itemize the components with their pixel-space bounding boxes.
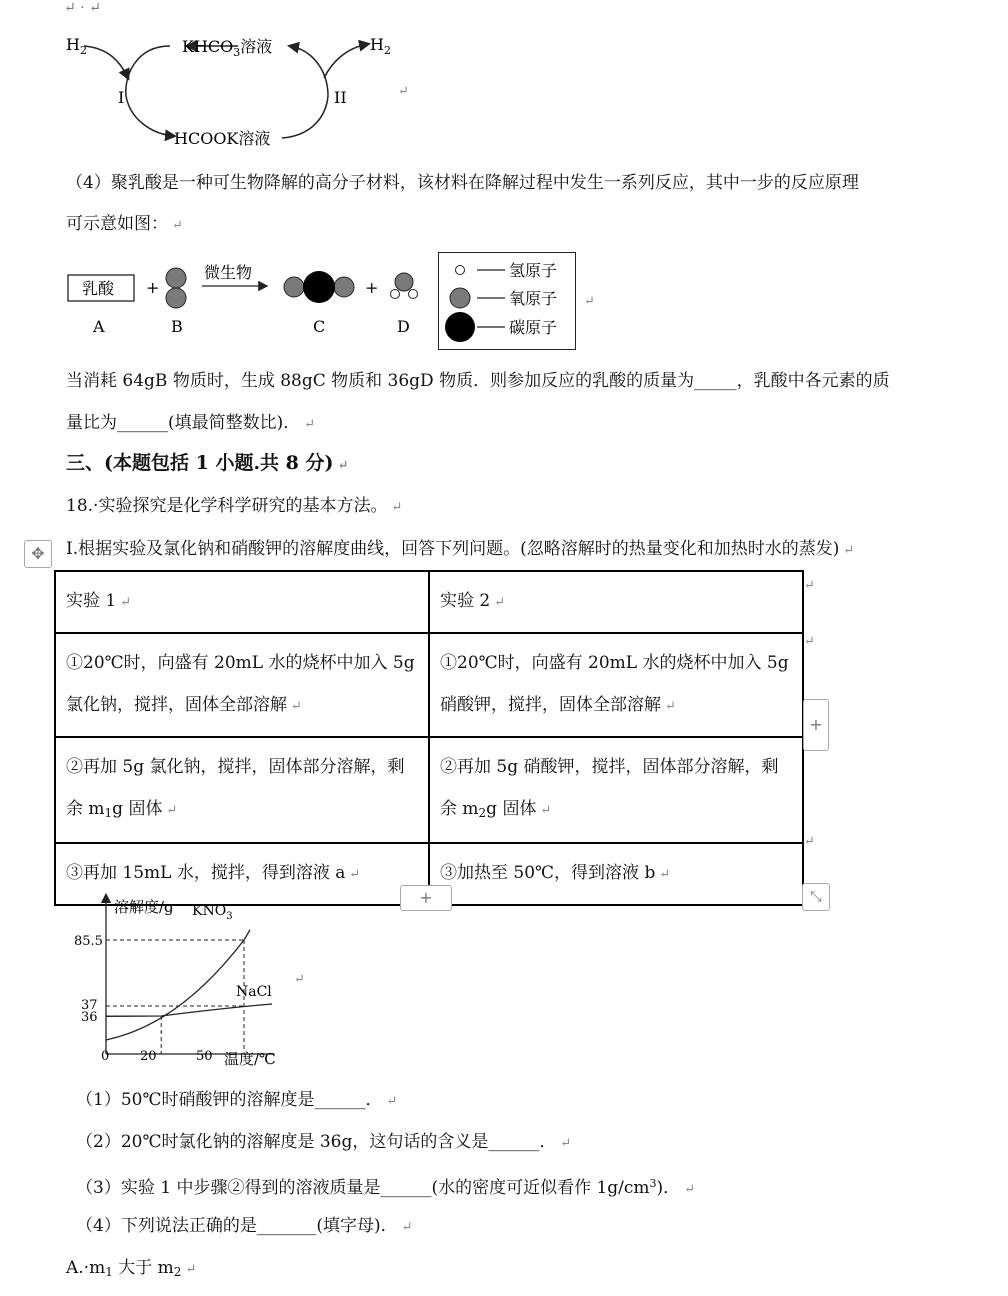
step-ii-label: II [334,88,347,107]
add-column-button[interactable]: + [803,699,829,751]
series-label-nacl: NaCl [236,984,272,1000]
experiment-table [54,570,804,906]
label-d: D [397,317,410,336]
label-a: A [93,317,105,336]
row-end-mark: ↵ [804,578,815,593]
add-row-button[interactable]: + [400,885,452,911]
legend-oxygen: 氧原子 [509,289,558,308]
step-i-label: I [118,88,125,107]
paragraph-mark: ↵ [398,84,409,99]
question-3: （3）实验 1 中步骤②得到的溶液质量是______(水的密度可近似看作 $1g/cm^3$)． ↵ [76,1177,696,1198]
label-b: B [171,317,183,336]
kno3-curve [106,930,250,1040]
table-cell[interactable]: ①20℃时，向盛有 20mL 水的烧杯中加入 5g 氯化钠，搅拌，固体全部溶解 ↵ [55,633,429,737]
y-axis-label: 溶解度/g [114,898,174,916]
table-move-handle[interactable]: ✥ [24,540,52,568]
h2-left-label: $H_2$ [66,35,87,57]
section-heading: 三、(本题包括 1 小题.共 8 分) ↵ [66,452,349,474]
plus-sign: + [365,278,379,297]
x-tick-label: 20 [140,1049,157,1064]
paragraph-mark: ↵ [584,294,595,309]
table-row [55,737,803,843]
table-row [55,633,803,737]
atom-legend [438,252,576,350]
paragraph-mark: ↵ [294,972,305,987]
table-cell[interactable]: 实验 1 ↵ [55,571,429,633]
solubility-chart [66,892,306,1074]
q4-text-line4: 量比为______(填最简整数比)． ↵ [66,413,316,433]
part-i-instructions: I.根据实验及氯化钠和硝酸钾的溶解度曲线，回答下列问题。(忽略溶解时的热量变化和加热时水的蒸发) ↵ [66,539,855,559]
question-2: （2）20℃时氯化钠的溶解度是 36g，这句话的含义是______． ↵ [76,1132,572,1152]
x-tick-label: 0 [101,1049,110,1064]
table-cell[interactable]: ②再加 5g 氯化钠，搅拌，固体部分溶解，剩余 $m_1g$ 固体 ↵ [55,737,429,843]
table-cell[interactable]: ③加热至 50℃，得到溶液 b ↵ [429,843,803,905]
table-cell[interactable]: ②再加 5g 硝酸钾，搅拌，固体部分溶解，剩余 $m_2g$ 固体 ↵ [429,737,803,843]
microbe-label: 微生物 [204,263,253,282]
y-tick-label: 36 [81,1010,98,1025]
legend-carbon: 碳原子 [509,318,558,337]
table-cell[interactable]: ①20℃时，向盛有 20mL 水的烧杯中加入 5g 硝酸钾，搅拌，固体全部溶解 ↵ [429,633,803,737]
table-resize-handle[interactable]: ⤡ [802,883,830,911]
q4-text-line2: 可示意如图： ↵ [66,214,183,234]
table-header-row [55,571,803,633]
h2-right-label: $H_2$ [370,35,391,57]
reaction-diagram [60,252,440,342]
row-end-mark: ↵ [804,834,815,849]
series-label-kno3: $KNO_3$ [192,903,233,922]
paragraph-marks: ↵ · ↵ [64,0,101,16]
legend-hydrogen: 氢原子 [509,261,558,280]
question-4: （4）下列说法正确的是_______(填字母)． ↵ [76,1216,413,1236]
table-cell[interactable]: 实验 2 ↵ [429,571,803,633]
table-cell[interactable]: ③再加 15mL 水，搅拌，得到溶液 a ↵ [55,843,429,905]
y-tick-label: 37 [81,998,98,1013]
label-c: C [313,317,326,336]
x-tick-label: 50 [196,1049,213,1064]
q4-text-line3: 当消耗 64gB 物质时，生成 88gC 物质和 36gD 物质．则参加反应的乳酸的质量为_____，乳酸中各元素的质 [66,371,890,391]
hydrogen-cycle-diagram [60,26,420,156]
y-tick-label: 85.5 [74,934,103,949]
question-18: 18.·实验探究是化学科学研究的基本方法。 ↵ [66,496,403,516]
q4-text-line1: （4）聚乳酸是一种可生物降解的高分子材料，该材料在降解过程中发生一系列反应，其中一步的反应原理 [66,173,859,193]
option-a: $A.\cdot m_1$ 大于 $m_2$ ↵ [66,1258,197,1279]
question-1: （1）50℃时硝酸钾的溶解度是______． ↵ [76,1090,398,1110]
hcook-label: HCOOK溶液 [174,129,271,148]
x-axis-label: 温度/℃ [224,1050,276,1068]
lactic-acid-box: 乳酸 [82,279,115,298]
row-end-mark: ↵ [804,634,815,649]
khco3-label: $KHCO_3$溶液 [182,37,273,59]
plus-sign: + [146,278,160,297]
